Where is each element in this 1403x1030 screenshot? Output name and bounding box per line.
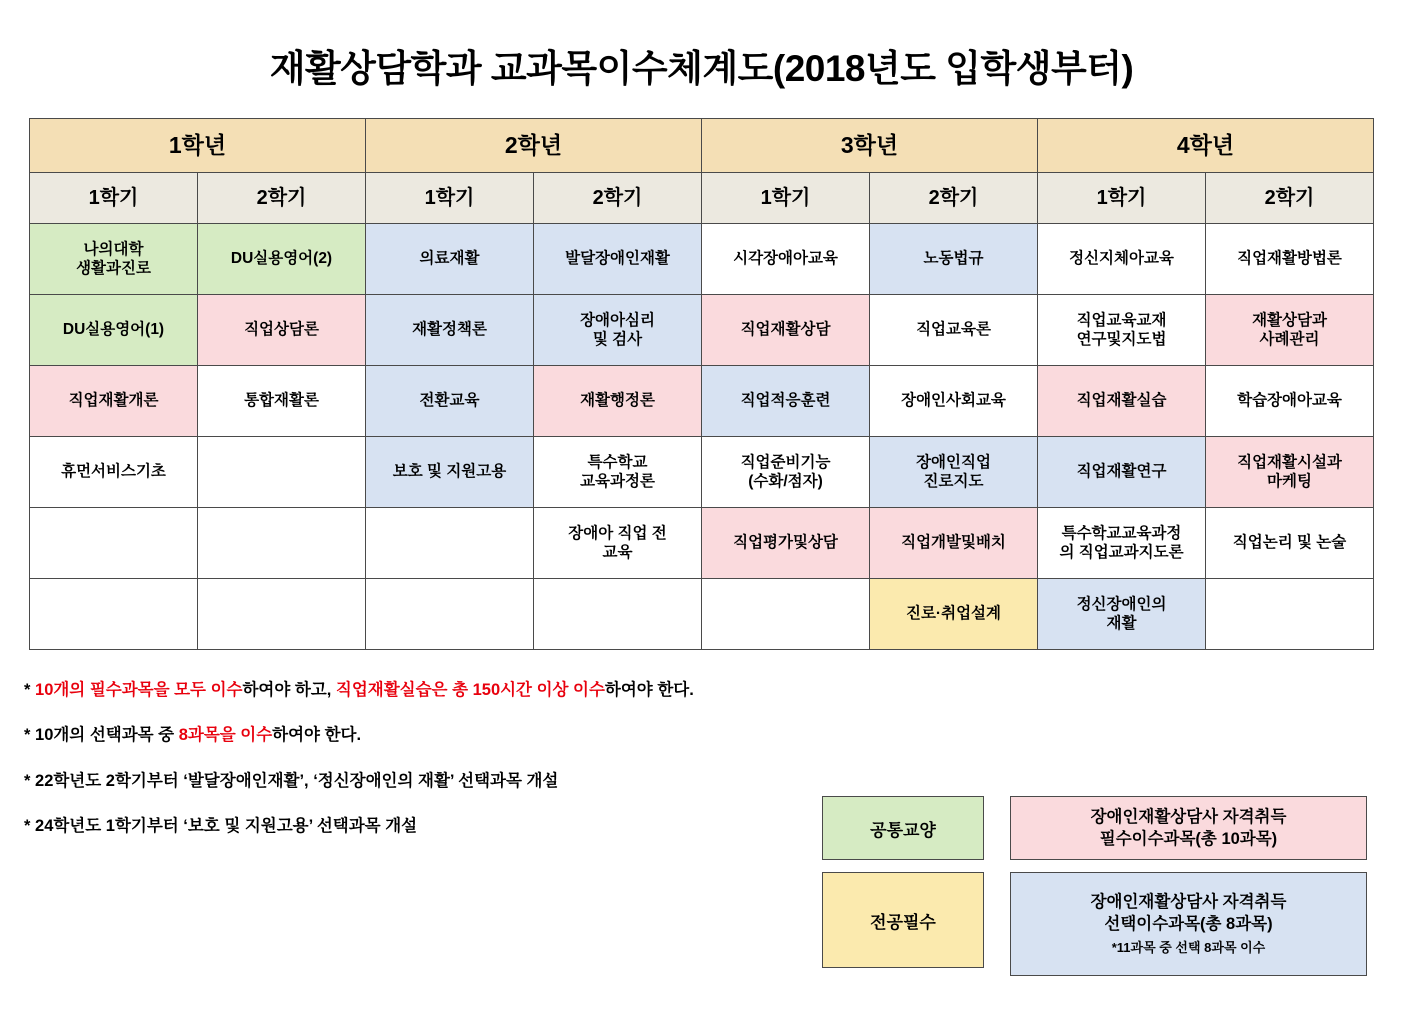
course-cell: 직업재활연구 [1038, 437, 1206, 508]
legend-desc-line2: 선택이수과목(총 8과목) [1104, 915, 1273, 934]
course-cell: 진로·취업설계 [870, 579, 1038, 650]
legend-desc-line2: 필수이수과목(총 10과목) [1099, 830, 1278, 848]
course-cell: 직업재활실습 [1038, 366, 1206, 437]
course-cell: 시각장애아교육 [702, 224, 870, 295]
year-header-3: 3학년 [702, 119, 1038, 173]
legend [822, 796, 1367, 988]
note-bullet: * [24, 771, 36, 790]
term-header-6: 2학기 [870, 173, 1038, 224]
table-row [30, 366, 1374, 437]
legend-key-major-required: 전공필수 [822, 872, 984, 968]
course-cell: 재활정책론 [366, 295, 534, 366]
course-cell: 통합재활론 [198, 366, 366, 437]
course-cell: 직업재활개론 [30, 366, 198, 437]
course-cell: 장애인직업 진로지도 [870, 437, 1038, 508]
course-cell: 특수학교 교육과정론 [534, 437, 702, 508]
note-highlight: 직업재활실습은 총 150시간 이상 이수 [335, 681, 605, 699]
course-cell: 직업교육론 [870, 295, 1038, 366]
legend-desc-line1: 장애인재활상담사 자격취득 [1090, 892, 1287, 911]
course-cell: 직업논리 및 논술 [1206, 508, 1374, 579]
term-header-2: 2학기 [198, 173, 366, 224]
note-bullet: * [24, 817, 36, 836]
legend-desc-sub: *11과목 중 선택 8과목 이수 [1111, 940, 1266, 956]
table-row [30, 579, 1374, 650]
note-item [24, 725, 824, 746]
course-cell: 재활행정론 [534, 366, 702, 437]
empty-cell [198, 437, 366, 508]
empty-cell [30, 579, 198, 650]
course-cell: DU실용영어(1) [30, 295, 198, 366]
course-cell: 나의대학 생활과진로 [30, 224, 198, 295]
course-cell: DU실용영어(2) [198, 224, 366, 295]
table-row [30, 508, 1374, 579]
empty-cell [198, 508, 366, 579]
course-cell: 장애인사회교육 [870, 366, 1038, 437]
course-cell: 직업교육교재 연구및지도법 [1038, 295, 1206, 366]
year-header-4: 4학년 [1038, 119, 1374, 173]
empty-cell [1206, 579, 1374, 650]
course-cell: 직업상담론 [198, 295, 366, 366]
empty-cell [534, 579, 702, 650]
legend-row [822, 872, 1367, 976]
course-cell: 노동법규 [870, 224, 1038, 295]
legend-desc-elective [1010, 872, 1367, 976]
note-text: 하여야 한다. [272, 726, 362, 745]
course-cell: 직업재활시설과 마케팅 [1206, 437, 1374, 508]
course-cell: 휴먼서비스기초 [30, 437, 198, 508]
course-cell: 장애아 직업 전 교육 [534, 508, 702, 579]
course-cell: 장애아심리 및 검사 [534, 295, 702, 366]
note-text: 하여야 한다. [604, 681, 694, 699]
note-bullet: * [24, 726, 36, 745]
course-cell: 특수학교교육과정 의 직업교과지도론 [1038, 508, 1206, 579]
empty-cell [366, 579, 534, 650]
course-rows [30, 224, 1374, 650]
note-item [24, 816, 824, 837]
empty-cell [366, 508, 534, 579]
empty-cell [198, 579, 366, 650]
course-cell: 의료재활 [366, 224, 534, 295]
legend-desc-required [1010, 796, 1367, 860]
table-row [30, 224, 1374, 295]
term-header-5: 1학기 [702, 173, 870, 224]
note-text: 24학년도 1학기부터 ‘보호 및 지원고용’ 선택과목 개설 [35, 817, 418, 836]
year-header-row [30, 119, 1374, 173]
course-cell: 재활상담과 사례관리 [1206, 295, 1374, 366]
course-cell: 직업적응훈련 [702, 366, 870, 437]
course-cell: 직업준비기능 (수화/점자) [702, 437, 870, 508]
year-header-2: 2학년 [366, 119, 702, 173]
course-cell: 정신장애인의 재활 [1038, 579, 1206, 650]
note-bullet: * [24, 681, 36, 699]
legend-desc-line1: 장애인재활상담사 자격취득 [1090, 807, 1287, 826]
legend-key-common-liberal: 공통교양 [822, 796, 984, 860]
year-header-1: 1학년 [30, 119, 366, 173]
term-header-8: 2학기 [1206, 173, 1374, 224]
table-row [30, 295, 1374, 366]
course-cell: 직업재활상담 [702, 295, 870, 366]
course-cell: 보호 및 지원고용 [366, 437, 534, 508]
course-cell: 직업개발및배치 [870, 508, 1038, 579]
notes-section [24, 680, 824, 838]
note-highlight: 8과목을 이수 [178, 726, 273, 745]
page-title: 재활상담학과 교과목이수체계도(2018년도 입학생부터) [269, 48, 1134, 89]
table-row [30, 437, 1374, 508]
term-header-3: 1학기 [366, 173, 534, 224]
term-header-1: 1학기 [30, 173, 198, 224]
empty-cell [30, 508, 198, 579]
term-header-row [30, 173, 1374, 224]
note-item [24, 771, 824, 792]
note-text: 10개의 선택과목 중 [35, 726, 179, 745]
course-cell: 직업재활방법론 [1206, 224, 1374, 295]
course-cell: 발달장애인재활 [534, 224, 702, 295]
legend-row [822, 796, 1367, 860]
course-cell: 학습장애아교육 [1206, 366, 1374, 437]
note-text: 하여야 하고, [242, 681, 336, 699]
term-header-4: 2학기 [534, 173, 702, 224]
course-cell: 전환교육 [366, 366, 534, 437]
term-header-7: 1학기 [1038, 173, 1206, 224]
note-text: 22학년도 2학기부터 ‘발달장애인재활’, ‘정신장애인의 재활’ 선택과목 개설 [35, 771, 559, 790]
course-cell: 정신지체아교육 [1038, 224, 1206, 295]
note-item [24, 680, 824, 701]
empty-cell [702, 579, 870, 650]
note-highlight: 10개의 필수과목을 모두 이수 [35, 681, 243, 699]
course-cell: 직업평가및상담 [702, 508, 870, 579]
curriculum-table [29, 118, 1374, 650]
